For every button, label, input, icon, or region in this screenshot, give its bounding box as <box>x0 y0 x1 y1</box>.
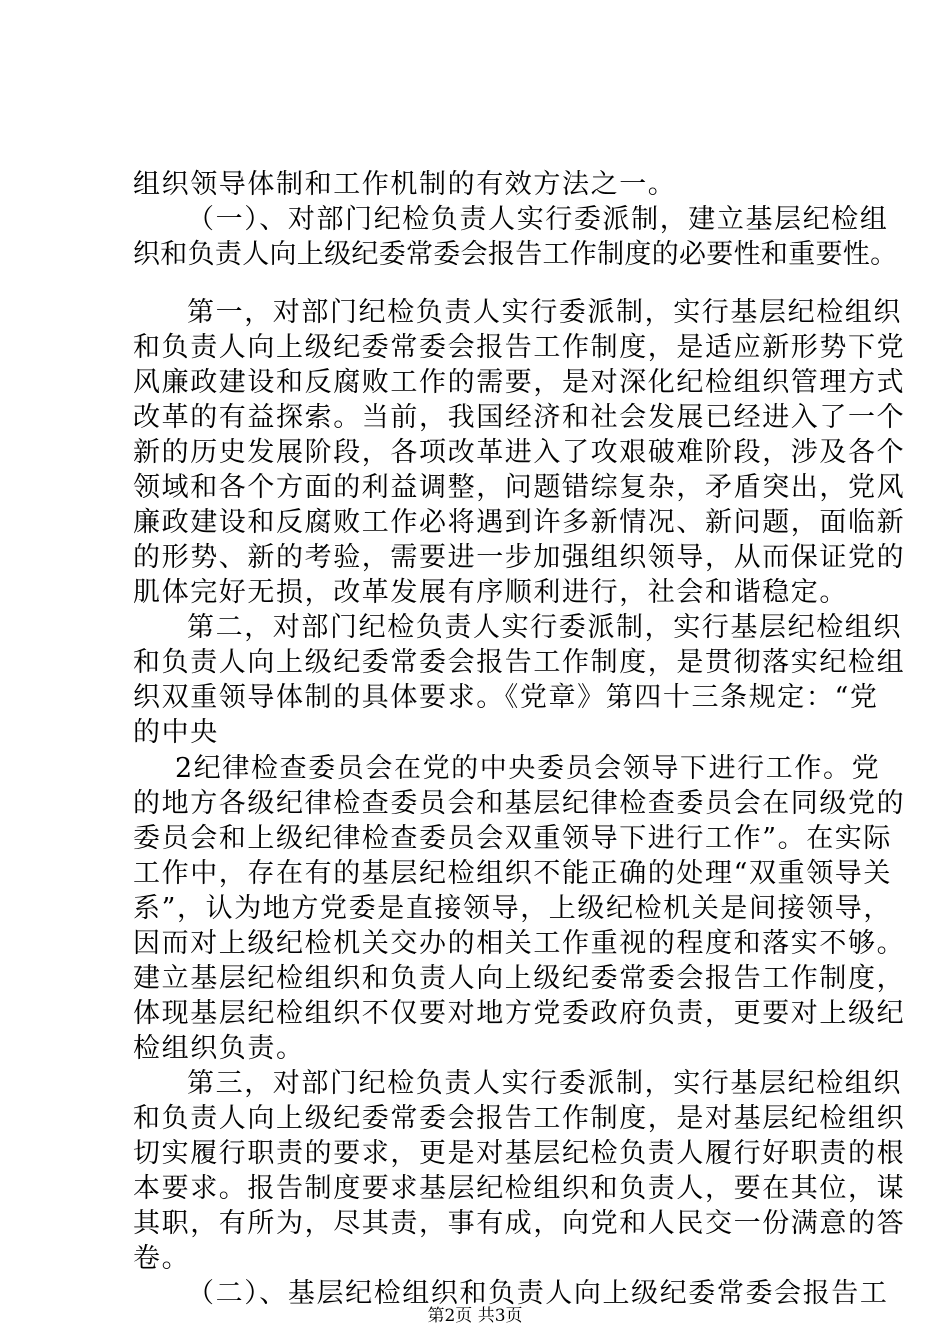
text-line: 领域和各个方面的利益调整，问题错综复杂，矛盾突出，党风 <box>133 472 906 503</box>
text-line: 和负责人向上级纪委常委会报告工作制度，是适应新形势下党 <box>133 332 906 363</box>
text-line: 的中央 <box>133 717 219 748</box>
text-line: 组织领导体制和工作机制的有效方法之一。 <box>133 169 677 200</box>
text-line: 2纪律检查委员会在党的中央委员会领导下进行工作。党 <box>175 753 881 784</box>
text-line: 的形势、新的考验，需要进一步加强组织领导，从而保证党的 <box>133 542 906 573</box>
text-line: 第三，对部门纪检负责人实行委派制，实行基层纪检组织 <box>187 1068 902 1099</box>
text-line: 系”，认为地方党委是直接领导，上级纪检机关是间接领导， <box>133 893 893 924</box>
text-line: 本要求。报告制度要求基层纪检组织和负责人，要在其位，谋 <box>133 1173 906 1204</box>
text-line: 工作中，存在有的基层纪检组织不能正确的处理“双重领导关 <box>133 858 893 889</box>
text-line: 廉政建设和反腐败工作必将遇到许多新情况、新问题，面临新 <box>133 507 906 538</box>
text-line: 第二，对部门纪检负责人实行委派制，实行基层纪检组织 <box>187 612 902 643</box>
text-line: 和负责人向上级纪委常委会报告工作制度，是对基层纪检组织 <box>133 1103 906 1134</box>
text-line: 织双重领导体制的具体要求。《党章》第四十三条规定：“党 <box>133 682 879 713</box>
text-line: 改革的有益探索。当前，我国经济和社会发展已经进入了一个 <box>133 402 906 433</box>
text-line: 其职，有所为，尽其责，事有成，向党和人民交一份满意的答 <box>133 1208 906 1239</box>
text-line: 体现基层纪检组织不仅要对地方党委政府负责，更要对上级纪 <box>133 998 906 1029</box>
text-line: 第一，对部门纪检负责人实行委派制，实行基层纪检组织 <box>187 297 902 328</box>
text-line: 肌体完好无损，改革发展有序顺利进行，社会和谐稳定。 <box>133 577 848 608</box>
text-line: （二）、基层纪检组织和负责人向上级纪委常委会报告工 <box>187 1278 889 1309</box>
text-line: 织和负责人向上级纪委常委会报告工作制度的必要性和重要性。 <box>133 239 898 270</box>
text-line: 风廉政建设和反腐败工作的需要，是对深化纪检组织管理方式 <box>133 367 906 398</box>
text-line: 检组织负责。 <box>133 1033 305 1064</box>
page-number-footer: 第2页 共3页 <box>427 1306 523 1326</box>
text-line: 和负责人向上级纪委常委会报告工作制度，是贯彻落实纪检组 <box>133 647 906 678</box>
text-line: （一）、对部门纪检负责人实行委派制，建立基层纪检组 <box>187 204 889 235</box>
text-line: 建立基层纪检组织和负责人向上级纪委常委会报告工作制度， <box>133 963 906 994</box>
text-line: 的地方各级纪律检查委员会和基层纪律检查委员会在同级党的 <box>133 788 906 819</box>
text-line: 新的历史发展阶段，各项改革进入了攻艰破难阶段，涉及各个 <box>133 437 906 468</box>
text-line: 因而对上级纪检机关交办的相关工作重视的程度和落实不够。 <box>133 928 906 959</box>
text-line: 卷。 <box>133 1243 191 1274</box>
text-line: 切实履行职责的要求，更是对基层纪检负责人履行好职责的根 <box>133 1138 906 1169</box>
text-line: 委员会和上级纪律检查委员会双重领导下进行工作”。在实际 <box>133 823 893 854</box>
